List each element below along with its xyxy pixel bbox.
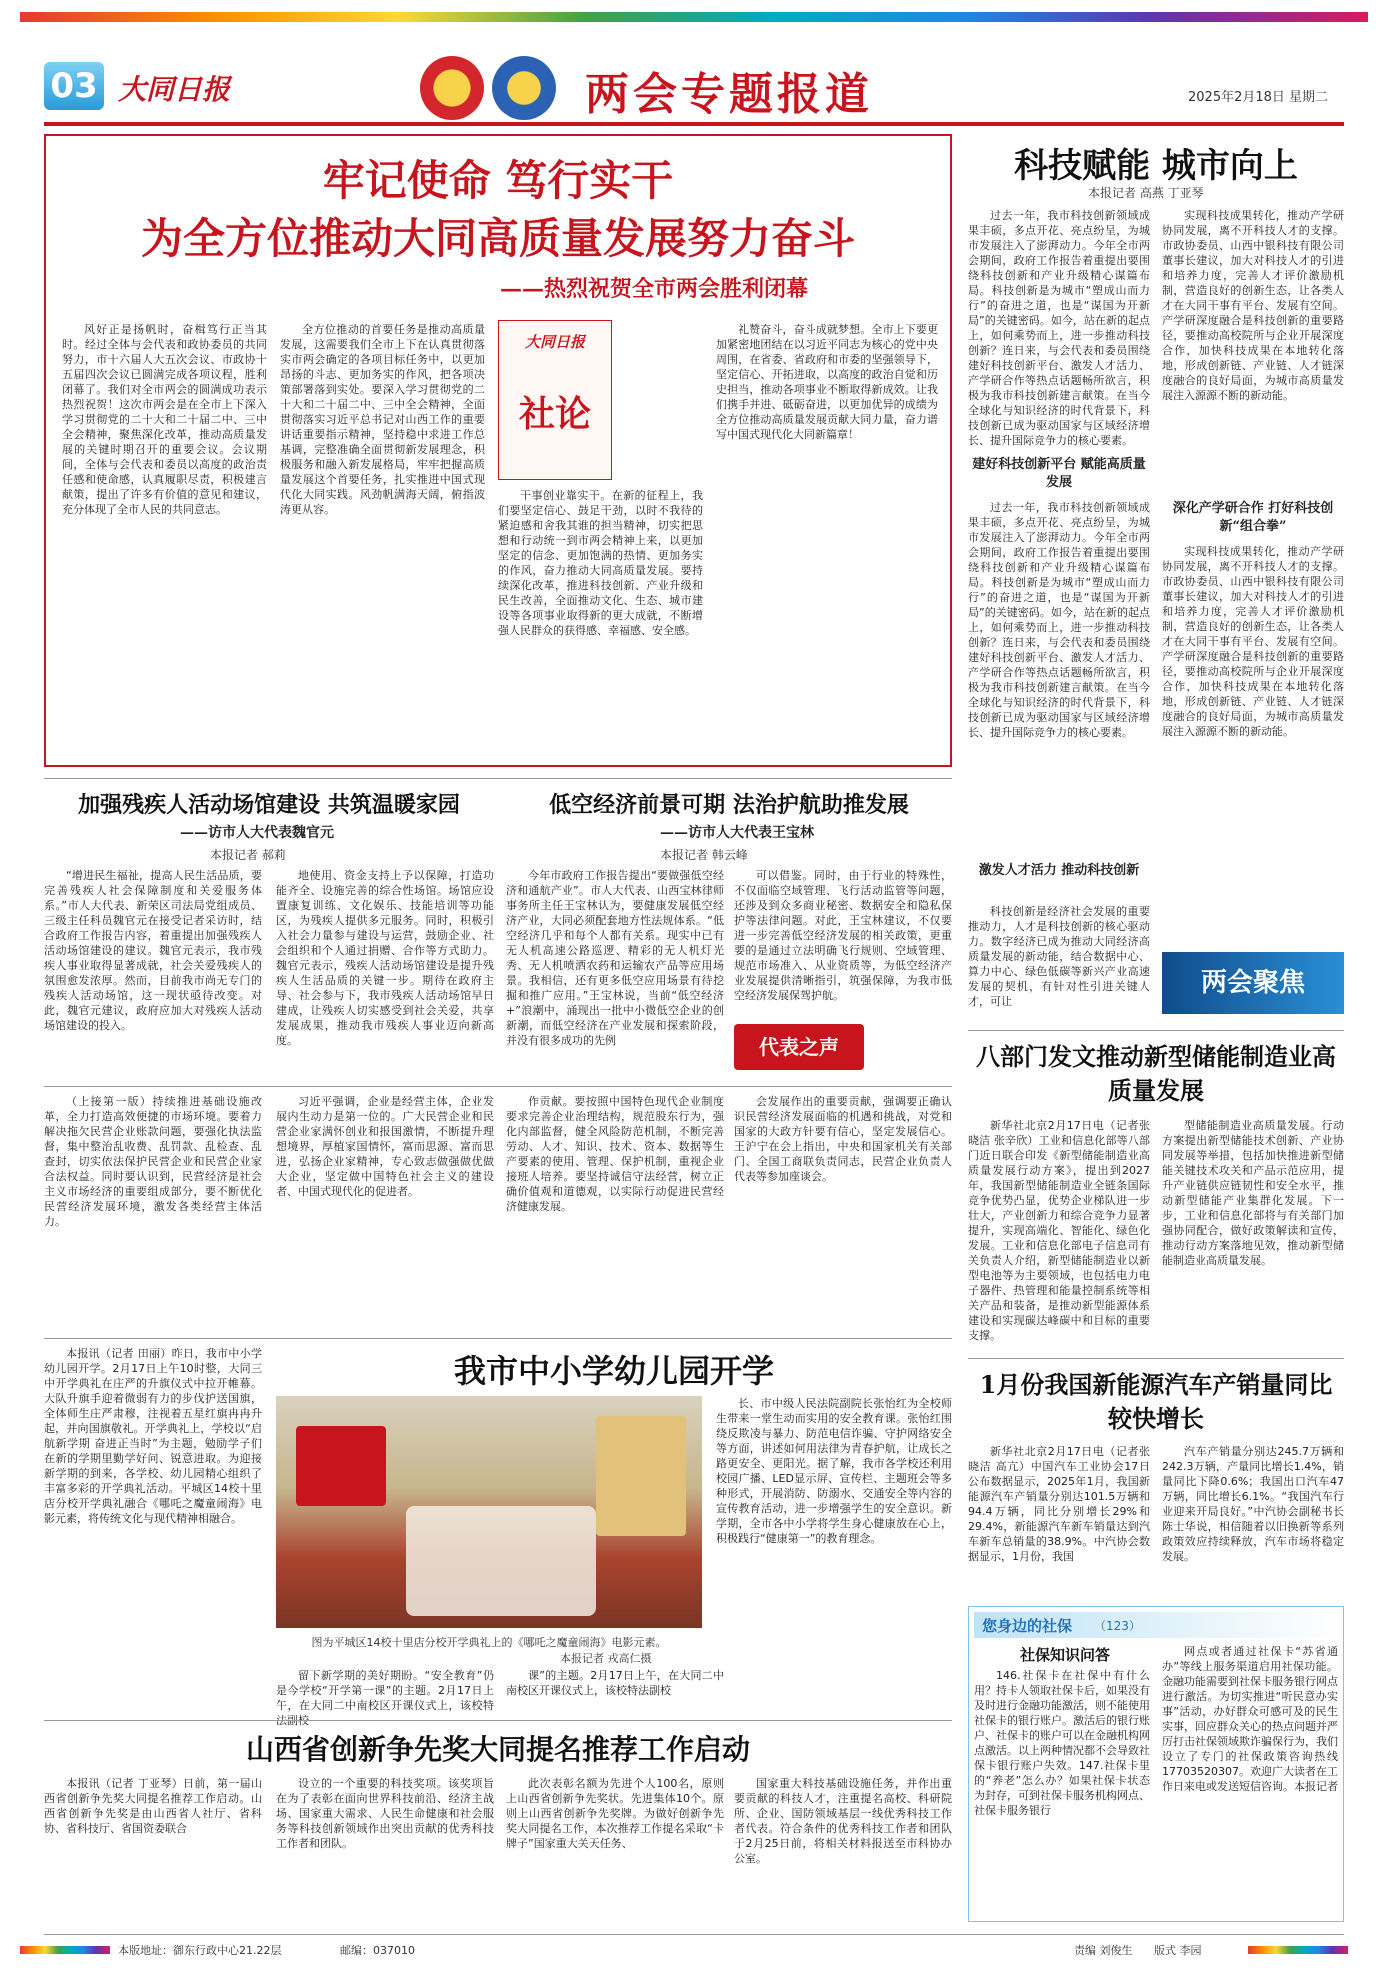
lowalt-title: 低空经济前景可期 法治护航助推发展 xyxy=(549,792,909,818)
school-title: 我市中小学幼儿园开学 xyxy=(453,1352,774,1390)
top-color-bar xyxy=(20,12,1368,22)
divider xyxy=(44,1086,952,1087)
social-column-title: 您身边的社保 xyxy=(982,1617,1073,1635)
header-rule xyxy=(44,122,1344,126)
award-title: 山西省创新争先奖大同提名推荐工作启动 xyxy=(245,1733,750,1766)
disabled-subtitle: ——访市人大代表魏官元 xyxy=(180,825,334,841)
lead-col-2: 全方位推动的首要任务是推动高质量发展，这需要我们全市上下在认真贯彻落实市两会确定的各项目标任务中，以更加昂扬的斗志、更加务实的作风，把各项决策部署落到实处。要深入学习贯彻党的二十大和二十届二中、三中全会精神，全面贯彻落实习近平总书记对山西工作的重要讲话重要指示精神，坚持稳中求进工作总基调，完整准确全面贯彻新发展理念，积极服务和融入新发展格局，牢牢把握高质量发展这个首要任务，扎实推进中国式现代化大同实践。风劲帆满海天阔，俯指波涛更从容。 xyxy=(280,323,485,516)
school-photo xyxy=(276,1396,702,1628)
divider xyxy=(44,778,952,779)
footer-address: 本版地址：御东行政中心21.22层 xyxy=(118,1944,282,1957)
divider xyxy=(44,1720,952,1721)
photo-credit: 本报记者 戎高仁摄 xyxy=(560,1652,652,1665)
continued-col-3: 作贡献。要按照中国特色现代企业制度要求完善企业治理结构，规范股东行为，强化内部监督，健全风险防范机制，不断完善劳动、人才、知识、技术、资本、数据等生产要素的使用、管理、保护机制，重视企业接班人培养。要坚持诚信守法经营，树立正确价值观和道德观，以实际行动促进民营经济健康发展。 xyxy=(506,1095,724,1213)
social-col-1: 146.社保卡在社保中有什么用？持卡人领取社保卡后，如果没有及时进行金融功能激活，则不能使用社保卡的银行账户。激活后的银行账户、社保卡的账户可以在金融机构网点激活。以上两种情况都不会导致社保卡银行账户失效。147.社保卡里的“养老”怎么办？如果社保卡状态为封存，可到社保卡服务机构网点、社保卡服务银行 xyxy=(974,1669,1150,1817)
tech-col-2: 实现科技成果转化，推动产学研协同发展，离不开科技人才的支撑。市政协委员、山西中银科技有限公司董事长建议，加大对科技人才的引进和培养力度，完善人才评价激励机制，营造良好的创新生态，让各类人才在大同干事有平台、发展有空间。产学研深度融合是科技创新的重要路径，要推动高校院所与企业开展深度合作，加快科技成果在本地转化落地，形成创新链、产业链、人才链深度融合的良好局面，为城市高质量发展注入源源不断的新动能。 xyxy=(1162,209,1344,402)
storage-col-1: 新华社北京2月17日电（记者张晓洁 张辛欣）工业和信息化部等八部门近日联合印发《新型储能制造业高质量发展行动方案》，提出到2027年，我国新型储能制造业全链条国际竞争优势凸显，优势企业梯队进一步壮大，产业创新力和综合竞争力显著提升，实现高端化、智能化、绿色化发展。工业和信息化部电子信息司有关负责人介绍，新型储能制造业以新型电池等为主要领域，也包括电力电子器件、热管理和能量控制系统等相关产品和装备，是推动新型能源体系建设和实现碳达峰碳中和目标的重要支撑。 xyxy=(968,1119,1150,1342)
lowalt-col-1: 今年市政府工作报告提出“要做强低空经济和通航产业”。市人大代表、山西宝林律师事务所主任王宝林认为，要健康发展低空经济产业，大同必须配套地方性法规体系。“低空经济几乎和每个人都有关系。现实中已有无人机高速公路巡逻、精彩的无人机灯光秀、无人机喷洒农药和运输农产品等应用场景。我相信，还有更多低空应用场景有待挖掘和推广应用。”王宝林说，当前“低空经济+”浪潮中，涌现出一批中小微低空企业的创新潮，而低空经济在产业发展和探索阶段，并没有很多成功的先例 xyxy=(506,869,724,1047)
footer-color-bar-left xyxy=(20,1946,110,1954)
storage-title: 八部门发文推动新型储能制造业高质量发展 xyxy=(976,1042,1336,1105)
photo-poster xyxy=(296,1426,386,1506)
footer-editor: 责编 刘俊生 xyxy=(1074,1944,1133,1957)
disabled-title: 加强残疾人活动场馆建设 共筑温暖家园 xyxy=(78,792,460,818)
award-col-1: 本报讯（记者 丁亚琴）日前，第一届山西省创新争先奖大同提名推荐工作启动。山西省创新争先奖是由山西省人社厅、省科协、省科技厅、省国资委联合 xyxy=(44,1777,262,1835)
divider xyxy=(44,1338,952,1339)
tech-byline: 本报记者 高燕 丁亚琴 xyxy=(1088,186,1204,200)
cppcc-emblem-icon xyxy=(492,56,556,120)
disabled-col-1: “增进民生福祉，提高人民生活品质，要完善残疾人社会保障制度和关爱服务体系。”市人大代表、新荣区司法局党组成员、三级主任科员魏官元在接受记者采访时，结合政府工作报告内容，着重提出加强残疾人活动场馆建设的建议。魏官元表示，我市残疾人事业取得显著成就，社会关爱残疾人的氛围愈发浓厚。然而，目前我市尚无专门的残疾人活动场馆，这一现状亟待改变。对此，魏官元建议，政府应加大对残疾人活动场馆建设的投入。 xyxy=(44,869,262,1032)
photo-students xyxy=(406,1506,596,1616)
tech-col-2b: 实现科技成果转化，推动产学研协同发展，离不开科技人才的支撑。市政协委员、山西中银科技有限公司董事长建议，加大对科技人才的引进和培养力度，完善人才评价激励机制，营造良好的创新生态，让各类人才在大同干事有平台、发展有空间。产学研深度融合是科技创新的重要路径，要推动高校院所与企业开展深度合作，加快科技成果在本地转化落地，形成创新链、产业链、人才链深度融合的良好局面，为城市高质量发展注入源源不断的新动能。 xyxy=(1162,545,1344,738)
divider xyxy=(968,1030,1344,1031)
school-col-low: 留下新学期的美好期盼。“安全教育”仍是今学校“开学第一课”的主题。2月17日上午，在大同二中南校区开课仪式上，该校特法副校 xyxy=(276,1669,494,1727)
tech-col-1: 过去一年，我市科技创新领域成果丰硕，多点开花、亮点纷呈，为城市发展注入了澎湃动力。今年全市两会期间，政府工作报告着重提出要围绕科技创新和产业升级精心谋篇布局。科技创新是为城市“塑成山而力行”的奋进之道，也是“谋国为开新局”的关键密码。如今，站在新的起点上，如何乘势而上，进一步推动科技创新？连日来，与会代表和委员围绕建好科技创新平台、激发人才活力、产学研合作等热点话题畅所欲言，积极为我市科技创新建言献策。在当今全球化与知识经济的时代背景下，科技创新已成为驱动国家与区域经济增长、提升国际竞争力的核心要素。 xyxy=(968,209,1150,447)
lead-col-3: 干事创业靠实干。在新的征程上，我们要坚定信心、鼓足干劲，以时不我待的紧迫感和舍我其谁的担当精神，切实把思想和行动统一到市两会精神上来，以更加坚定的信念、更加饱满的热情、更加务实的作风，奋力推动大同高质量发展。要持续深化改革，推进科技创新、产业升级和民生改善，全面推动文化、生态、城市建设等各项事业取得新的更大成就，不断增强人民群众的获得感、幸福感、安全感。 xyxy=(498,489,703,637)
lead-title-1: 牢记使命 笃行实干 xyxy=(322,156,674,205)
footer-color-bar-right xyxy=(1248,1946,1348,1954)
editorial-badge xyxy=(498,320,612,480)
tech-title: 科技赋能 城市向上 xyxy=(1014,146,1298,186)
school-col-left: 本报讯（记者 田丽）昨日，我市中小学幼儿园开学。2月17日上午10时整，大同三中开学典礼在庄严的升旗仪式中拉开帷幕。大队升旗手迎着微弱有力的步伐护送国旗，全体师生庄严肃穆，注视着五星红旗冉冉升起，并向国旗敬礼。开学典礼上，学校以“启航新学期 奋进正当时”为主题，勉励学子们在新的学期里勤学好问、锐意进取。为迎接新学期的到来，各学校、幼儿园精心组织了丰富多彩的开学典礼活动。平城区14校十里店分校开学典礼融合《哪吒之魔童闹海》电影元素，将传统文化与现代精神相融合。 xyxy=(44,1347,262,1525)
lead-col-1: 风好正是扬帆时，奋楫笃行正当其时。经过全体与会代表和政协委员的共同努力，市十六届人大五次会议、市政协十五届四次会议已圆满完成各项议程，胜利闭幕了。我们对全市两会的圆满成功表示热烈祝贺！这次市两会是在全市上下深入学习贯彻党的二十大和二十届二中、三中全会精神，聚焦深化改革，推动高质量发展的关键时期召开的重要会议。会议期间，全体与会代表和委员以高度的政治责任感和使命感，认真履职尽责，积极建言献策，提出了许多有价值的意见和建议，充分体现了全市人民的共同意志。 xyxy=(62,323,267,516)
nev-col-2: 汽车产销量分别达245.7万辆和242.3万辆，产量同比增长1.4%，销量同比下降0.6%；我国出口汽车47万辆，同比增长6.1%。“我国汽车行业迎来开局良好。”中汽协会副秘书长陈士华说，相信随着以旧换新等系列政策效应持续释放，汽车市场将稳定发展。 xyxy=(1162,1445,1344,1563)
page-number: 03 xyxy=(44,62,104,110)
lowalt-subtitle: ——访市人大代表王宝林 xyxy=(660,825,814,841)
social-col-2: 网点或者通过社保卡“苏省通办”等线上服务渠道启用社保功能。金融功能需要到社保卡服务银行网点进行激活。为切实推进“听民意办实事”活动，办好群众可感可及的民生实事，回应群众关心的热点问题并严厉打击社保领域欺诈骗保行为，我们设立了专门的社保政策咨询热线17703520307。欢迎广大读者在工作日来电或发送短信咨询。本报记者 xyxy=(1162,1645,1338,1793)
footer-designer: 版式 李园 xyxy=(1154,1944,1202,1957)
lead-subtitle: ——热烈祝贺全市两会胜利闭幕 xyxy=(500,276,809,302)
footer-rule xyxy=(44,1934,1344,1935)
continued-col-1: （上接第一版）持续推进基础设施改革，全力打造高效便捷的市场环境。要着力解决拖欠民营企业账款问题，要强化执法监督，集中整治乱收费、乱罚款、乱检查、乱查封，切实依法保护民营企业和民营企业家合法权益。同时要认识到，民营经济是社会主义市场经济的重要组成部分，要不断优化民营经济发展环境，激发各类经营主体活力。 xyxy=(44,1095,262,1228)
nev-col-1: 新华社北京2月17日电（记者张晓洁 高亢）中国汽车工业协会17日公布数据显示，2025年1月，我国新能源汽车产销量分别达101.5万辆和94.4万辆，同比分别增长29%和29.4%，新能源汽车新车销量达到汽车新车总销量的38.9%。中汽协会数据显示，1月份，我国 xyxy=(968,1445,1150,1563)
badge-editorial-word: 社论 xyxy=(518,393,591,435)
two-sessions-plate: 两会聚焦 xyxy=(1162,952,1344,1014)
lowalt-byline: 本报记者 韩云峰 xyxy=(660,848,748,862)
deputy-voice-tag: 代表之声 xyxy=(734,1024,864,1070)
tech-col-1b: 过去一年，我市科技创新领域成果丰硕，多点开花、亮点纷呈，为城市发展注入了澎湃动力。今年全市两会期间，政府工作报告着重提出要围绕科技创新和产业升级精心谋篇布局。科技创新是为城市“塑成山而力行”的奋进之道，也是“谋国为开新局”的关键密码。如今，站在新的起点上，如何乘势而上，进一步推动科技创新？连日来，与会代表和委员围绕建好科技创新平台、激发人才活力、产学研合作等热点话题畅所欲言，积极为我市科技创新建言献策。在当今全球化与知识经济的时代背景下，科技创新已成为驱动国家与区域经济增长、提升国际竞争力的核心要素。 xyxy=(968,501,1150,739)
lowalt-col-2: 可以借鉴。同时，由于行业的特殊性，不仅面临空域管理、飞行活动监管等问题，还涉及到众多商业秘密、数据安全和隐私保护等法律问题。对此，王宝林建议，不仅要进一步完善低空经济发展的相关政策，更重要的是通过立法明确飞行规则、空域管理、规范市场准入、从业资质等，为低空经济产业发展提供清晰指引，筑强保障，为我市低空经济发展保驾护航。 xyxy=(734,869,952,1002)
school-col-mid: 长、市中级人民法院副院长张怡红为全校师生带来一堂生动而实用的安全教育课。张怡红围绕反欺凌与暴力、防范电信诈骗、守护网络安全等方面，讲述如何用法律为青春护航，让成长之路更安全、更阳光。据了解，我市各学校还利用校园广播、LED显示屏、宣传栏、主题班会等多种形式，开展消防、防溺水、交通安全等内容的宣传教育活动，进一步增强学生的安全意识。新学期，全市各中小学将学生身心健康放在心上，积极践行“健康第一”的教育理念。 xyxy=(716,1397,952,1545)
continued-col-2: 习近平强调，企业是经营主体，企业发展内生动力是第一位的。广大民营企业和民营企业家满怀创业和报国激情，不断提升理想境界，厚植家国情怀，富而思源、富而思进，弘扬企业家精神，专心致志做强做优做大企业，坚定做中国特色社会主义的建设者、中国式现代化的促进者。 xyxy=(276,1095,494,1198)
divider xyxy=(968,1358,1344,1359)
award-col-3: 此次表彰名额为先进个人100名，原则上山西省创新争先奖状。先进集体10个。原则上山西省创新争先奖牌。为做好创新争先奖大同提名工作，本次推荐工作提名采取“卡牌子”国家重大关天任务、 xyxy=(506,1777,724,1850)
section-title: 两会专题报道 xyxy=(585,69,873,120)
photo-caption: 图为平城区14校十里店分校开学典礼上的《哪吒之魔童闹海》电影元素。 xyxy=(311,1636,667,1649)
lead-title-2: 为全方位推动大同高质量发展努力奋斗 xyxy=(140,214,855,263)
award-col-4: 国家重大科技基础设施任务，并作出重要贡献的科技人才，注重提名高校、科研院所、企业、国防领域基层一线优秀科技工作者代表。符合条件的优秀科技工作者和团队于2月25日前，将相关材料报送至市科协办公室。 xyxy=(734,1777,952,1865)
tech-col-bottom: 科技创新是经济社会发展的重要推动力，人才是科技创新的核心驱动力。数字经济已成为推动大同经济高质量发展的新动能，结合数据中心、算力中心、绿色低碳等新兴产业高速发展的契机，有针对性引进关键人才，可让 xyxy=(968,905,1150,1008)
lead-col-4: 礼赞奋斗，奋斗成就梦想。全市上下要更加紧密地团结在以习近平同志为核心的党中央周围，在省委、省政府和市委的坚强领导下，坚定信心、开拓进取，以高度的政治自觉和历史担当，推动各项事业不断取得新成效。让我们携手并进、砥砺奋进，以更加优异的成绩为全方位推动高质量发展贡献大同力量，奋力谱写中国式现代化大同新篇章！ xyxy=(716,323,938,441)
social-header-band xyxy=(974,1612,1338,1638)
tech-subhead-2: 深化产学研合作 打好科技创新“组合拳” xyxy=(1172,501,1334,534)
national-emblem-icon xyxy=(420,56,484,120)
nev-title: 1月份我国新能源汽车产销量同比较快增长 xyxy=(979,1370,1333,1433)
social-heading: 社保知识问答 xyxy=(1019,1646,1110,1664)
award-col-2: 设立的一个重要的科技奖项。该奖项旨在为了表彰在面向世界科技前沿、经济主战场、国家重大需求、人民生命健康和社会服务等科技创新领域作出突出贡献的优秀科技工作者和团队。 xyxy=(276,1777,494,1850)
footer-postcode: 邮编：037010 xyxy=(340,1944,415,1957)
paper-name: 大同日报 xyxy=(118,73,231,106)
photo-banner xyxy=(596,1416,686,1536)
tech-subhead-1: 建好科技创新平台 赋能高质量发展 xyxy=(972,457,1146,490)
storage-col-2: 型储能制造业高质量发展。行动方案提出新型储能技术创新、产业协同发展等举措，包括加快推进新型储能关键技术攻关和产品示范应用，提升产业链供应链韧性和安全水平，推动新型储能产业集群化发展。下一步，工业和信息化部将与有关部门加强协同配合，做好政策解读和宣传，推动行动方案落地见效，推动新型储能制造业高质量发展。 xyxy=(1162,1119,1344,1267)
disabled-byline: 本报记者 郝莉 xyxy=(210,848,286,862)
tech-subhead-3: 激发人才活力 推动科技创新 xyxy=(978,863,1140,878)
disabled-col-2: 地使用、资金支持上予以保障，打造功能齐全、设施完善的综合性场馆。场馆应设置康复训练、文化娱乐、技能培训等功能区，为残疾人提供多元服务。同时，积极引入社会力量参与建设与运营，鼓励企业、社会组织和个人通过捐赠、合作等方式助力。魏官元表示，残疾人活动场馆建设是提升残疾人生活品质的关键一步。期待在政府主导、社会参与下，我市残疾人活动场馆早日建成，让残疾人切实感受到社会关爱，共享发展成果，推动我市残疾人事业迈向新高度。 xyxy=(276,869,494,1047)
issue-date: 2025年2月18日 星期二 xyxy=(1188,90,1329,105)
social-column-no: （123） xyxy=(1094,1619,1141,1633)
badge-paper-name: 大同日报 xyxy=(524,333,585,351)
school-col-low-2: 课”的主题。2月17日上午，在大同二中南校区开课仪式上，该校特法副校 xyxy=(506,1669,724,1697)
continued-col-4: 会发展作出的重要贡献，强调要正确认识民营经济发展面临的机遇和挑战，对党和国家的大政方针要有信心，坚定发展信心。王沪宁在会上指出，中央和国家机关有关部门、全国工商联负责同志，民营企业负责人代表等参加座谈会。 xyxy=(734,1095,952,1183)
